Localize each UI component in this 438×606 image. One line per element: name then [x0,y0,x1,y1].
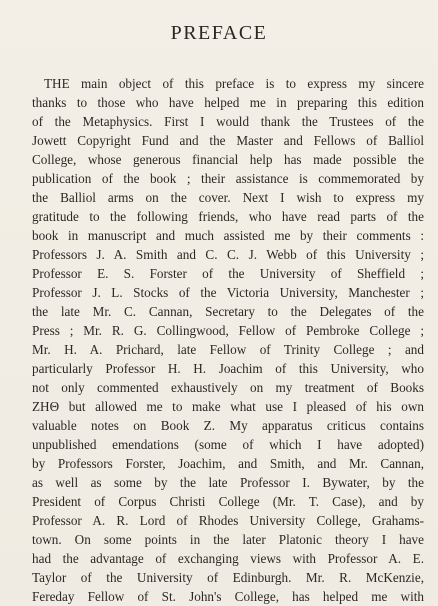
preface-body [32,74,424,606]
text-line: as well as some by the late Professor I. Bywater, by the [32,475,424,490]
text-line: ZHΘ but allowed me to make what use I pleased of his own [32,399,424,414]
text-line: valuable notes on Book Z. My apparatus criticus contains [32,418,424,433]
text-line: the Balliol arms on the cover. Next I wish to express my [32,190,424,205]
text-line: Professor A. R. Lord of Rhodes University College, Grahams- [32,513,424,528]
text-line: Professor E. S. Forster of the University of Sheffield ; [32,266,424,281]
text-line: the late Mr. C. Cannan, Secretary to the Delegates of the [32,304,424,319]
text-line: Press ; Mr. R. G. Collingwood, Fellow of Pembroke College ; [32,323,424,338]
text-line: THE main object of this preface is to express my sincere [44,76,424,91]
text-line: gratitude to the following friends, who have read parts of the [32,209,424,224]
text-line: by Professors Forster, Joachim, and Smith, and Mr. Cannan, [32,456,424,471]
text-line: thanks to those who have helped me in preparing this edition [32,95,424,110]
text-line: book in manuscript and much assisted me by their comments : [32,228,424,243]
text-line: Professor J. L. Stocks of the Victoria University, Manchester ; [32,285,424,300]
page-title: PREFACE [170,22,268,44]
text-line: Fereday Fellow of St. John's College, has helped me with [32,589,424,604]
text-line: Jowett Copyright Fund and the Master and Fellows of Balliol [32,133,424,148]
text-line: of the Metaphysics. First I would thank the Trustees of the [32,114,424,129]
text-line: Professors J. A. Smith and C. C. J. Webb of this University ; [32,247,424,262]
text-line: President of Corpus Christi College (Mr. T. Case), and by [32,494,424,509]
text-line: had the advantage of exchanging views with Professor A. E. [32,551,424,566]
text-line: not only commented exhaustively on my treatment of Books [32,380,424,395]
text-line: Taylor of the University of Edinburgh. Mr. R. McKenzie, [32,570,424,585]
text-line: College, whose generous financial help has made possible the [32,152,424,167]
text-line: town. On some points in the later Platonic theory I have [32,532,424,547]
text-line: particularly Professor H. H. Joachim of this University, who [32,361,424,376]
text-line: unpublished emendations (some of which I have adopted) [32,437,424,452]
text-line: Mr. H. A. Prichard, late Fellow of Trinity College ; and [32,342,424,357]
text-line: publication of the book ; their assistance is commemorated by [32,171,424,186]
